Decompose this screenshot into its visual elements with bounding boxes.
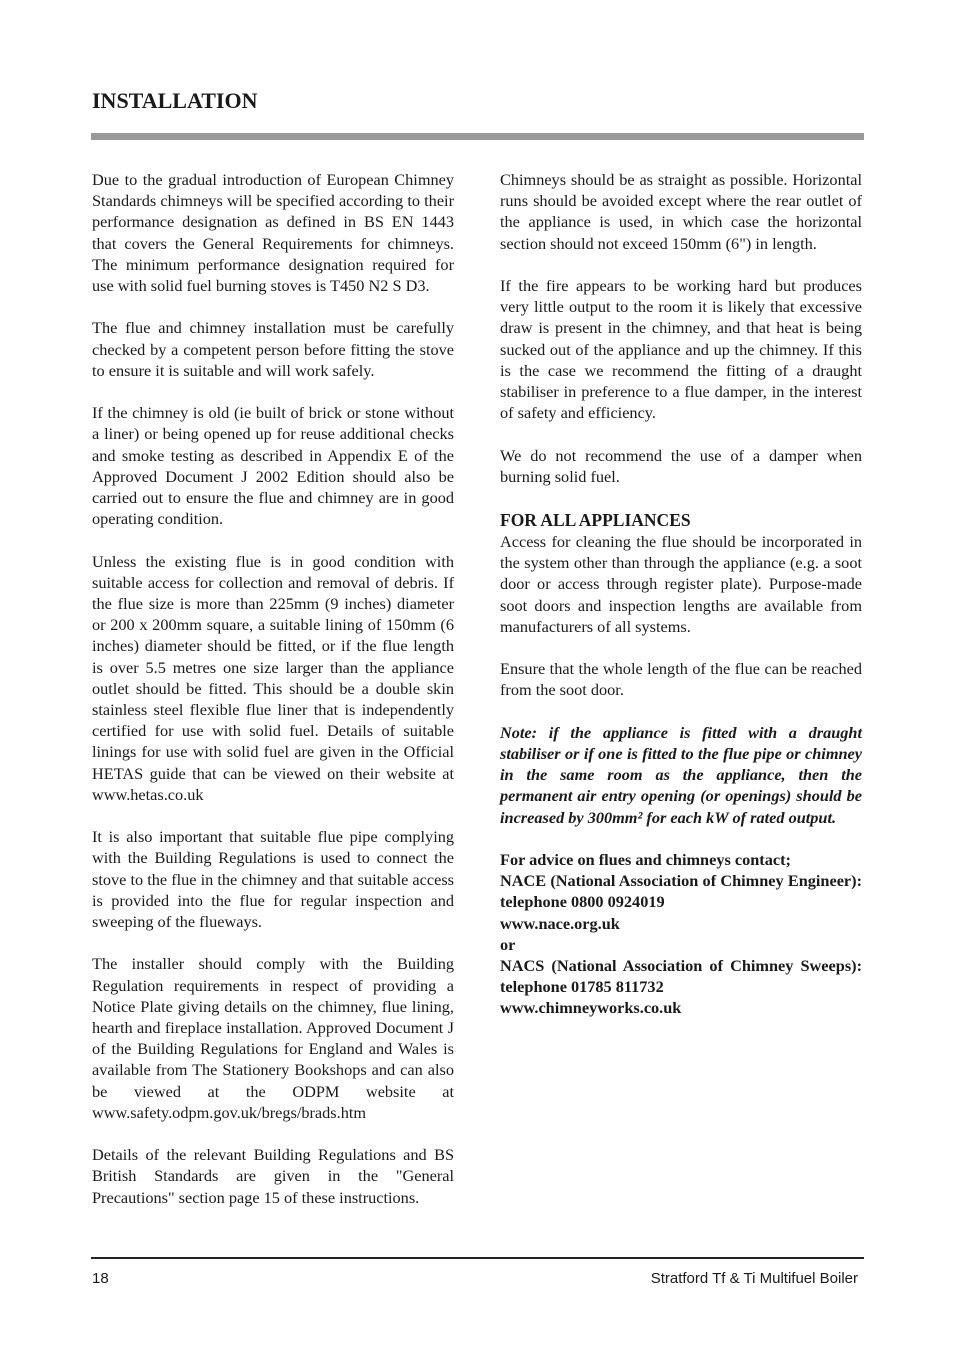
footer-divider xyxy=(91,1257,864,1259)
paragraph-regulations: Details of the relevant Building Regulations and BS British Standards are given in the "General Precautions" section page 15 of these instructions. xyxy=(92,1145,454,1207)
paragraph-old-chimney: If the chimney is old (ie built of brick or stone without a liner) or being opened up for reuse additional checks and smoke testing as described in Appendix E of the Approved Document J 2002 Edition should also be carried out to ensure the flue and chimney are in good operating condition. xyxy=(92,403,454,529)
right-column xyxy=(500,169,862,1019)
contact-nace-website: www.nace.org.uk xyxy=(500,913,620,933)
paragraph-flue-lining: Unless the existing flue is in good condition with suitable access for collection and removal of debris. If the flue size is more than 225mm (9 inches) diameter or 200 x 200mm square, a suitable lining of 150mm (6 inches) diameter should be fitted, or if the flue length is over 5.5 metres one size larger than the appliance outlet should be fitted. This should be a double skin stainless steel flexible flue liner that is independently certified for use with solid fuel. Details of suitable linings for use with solid fuel are given in the Official HETAS guide that can be viewed on their website at www.hetas.co.uk xyxy=(92,551,454,804)
paragraph-straight-chimneys: Chimneys should be as straight as possible. Horizontal runs should be avoided except where the rear outlet of the appliance is used, in which case the horizontal section should not exceed 150mm (6") in length. xyxy=(500,170,862,253)
section-heading: FOR ALL APPLIANCES xyxy=(500,510,691,531)
left-column xyxy=(92,169,454,1229)
paragraph-draught-stabiliser: If the fire appears to be working hard but produces very little output to the room it is likely that excessive draw is present in the chimney, and that heat is being sucked out of the appliance and up the chimney. If this is the case we recommend the fitting of a draught stabiliser in preference to a flue damper, in the interest of safety and efficiency. xyxy=(500,276,862,423)
contact-nacs: NACS (National Association of Chimney Sweeps): telephone 01785 811732 xyxy=(500,956,862,997)
paragraph-damper: We do not recommend the use of a damper when burning solid fuel. xyxy=(500,445,862,486)
contact-intro: For advice on flues and chimneys contact; xyxy=(500,850,791,870)
document-title: Stratford Tf & Ti Multifuel Boiler xyxy=(650,1270,858,1287)
paragraph-soot-door: Ensure that the whole length of the flue can be reached from the soot door. xyxy=(500,659,862,700)
paragraph-notice-plate: The installer should comply with the Building Regulation requirements in respect of providing a Notice Plate giving details on the chimney, flue lining, hearth and fireplace installation. Approved Document J of the Building Regulations for England and Wales is available from The Stationery Bookshops and can also be viewed at the ODPM website at www.safety.odpm.gov.uk/bregs/brads.htm xyxy=(92,954,454,1122)
paragraph-cleaning-access: Access for cleaning the flue should be incorporated in the system other than through the appliance (e.g. a soot door or access through register plate). Purpose-made soot doors and inspection lengths are available from manufacturers of all systems. xyxy=(500,532,862,636)
paragraph-competent-check: The flue and chimney installation must be carefully checked by a competent person before fitting the stove to ensure it is suitable and will work safely. xyxy=(92,318,454,380)
note-air-entry: Note: if the appliance is fitted with a draught stabiliser or if one is fitted to the flue pipe or chimney in the same room as the appliance, then the permanent air entry opening (or openings) should be increased by 300mm² for each kW of rated output. xyxy=(500,722,862,827)
contact-nacs-website: www.chimneyworks.co.uk xyxy=(500,998,682,1018)
paragraph-chimney-standards: Due to the gradual introduction of European Chimney Standards chimneys will be specified according to their performance designation as defined in BS EN 1443 that covers the General Requirements for chimneys. The minimum performance designation required for use with solid fuel burning stoves is T450 N2 S D3. xyxy=(92,170,454,296)
contact-block xyxy=(500,849,862,1019)
contact-nace: NACE (National Association of Chimney Engineer): telephone 0800 0924019 xyxy=(500,871,862,912)
header-divider xyxy=(91,133,864,140)
page-title: INSTALLATION xyxy=(92,88,258,113)
paragraph-flue-pipe: It is also important that suitable flue pipe complying with the Building Regulations is used to connect the stove to the flue in the chimney and that suitable access is provided into the flue for regular inspection and sweeping of the flueways. xyxy=(92,827,454,932)
page-number: 18 xyxy=(92,1270,109,1287)
contact-or: or xyxy=(500,934,516,954)
